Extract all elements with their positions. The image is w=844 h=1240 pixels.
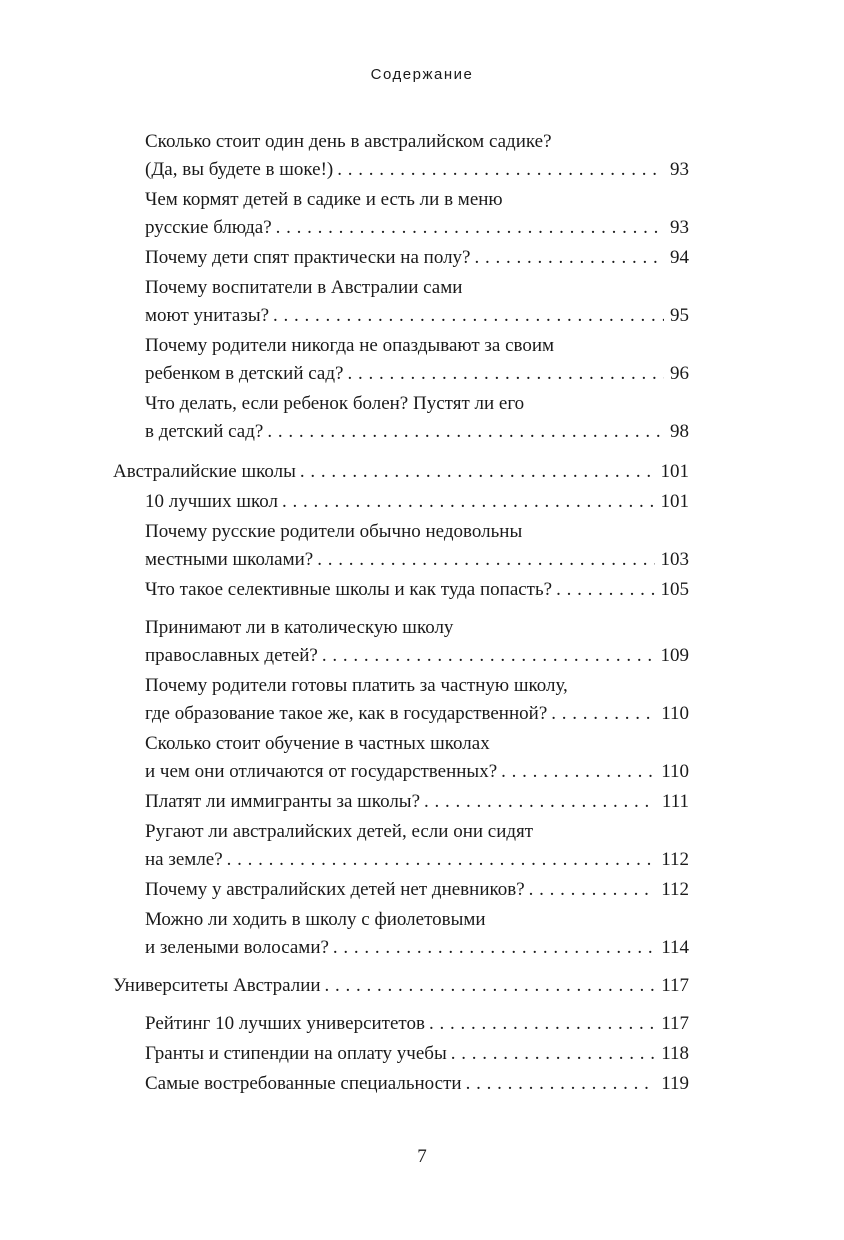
dot-leader xyxy=(282,488,655,516)
toc-entry-row xyxy=(145,488,689,516)
dot-leader xyxy=(276,214,664,242)
toc-entry xyxy=(145,576,689,604)
toc-page-number: 93 xyxy=(670,217,689,238)
toc-page-number: 112 xyxy=(661,849,689,870)
dot-leader xyxy=(273,302,664,330)
toc-page-number: 117 xyxy=(661,1013,689,1034)
toc-entry xyxy=(145,730,689,786)
running-header: Содержание xyxy=(370,66,474,83)
toc-page-number: 119 xyxy=(661,1073,689,1094)
toc-entry xyxy=(145,186,689,242)
dot-leader xyxy=(424,788,656,816)
toc-entry-row xyxy=(145,214,689,242)
toc-entry-title-line: Почему родители готовы платить за частную школу, xyxy=(145,675,568,696)
toc-entry-row xyxy=(145,846,689,874)
toc-entry-row xyxy=(145,700,689,728)
dot-leader xyxy=(317,546,654,574)
toc-entry-row xyxy=(145,1040,689,1068)
dot-leader xyxy=(347,360,664,388)
toc-entry-title: и чем они отличаются от государственных? xyxy=(145,761,498,782)
toc-page-number: 101 xyxy=(660,491,689,512)
toc-entry-title: православных детей? xyxy=(145,645,318,666)
toc-page-number: 111 xyxy=(661,791,689,812)
toc-entry-row xyxy=(145,934,689,962)
toc-entry-title: 10 лучших школ xyxy=(145,491,278,512)
toc-entry xyxy=(145,1010,689,1038)
toc-entry-title-line: Принимают ли в католическую школу xyxy=(145,617,454,638)
toc-entry-title: Австралийские школы xyxy=(113,461,296,482)
toc-entry-title: русские блюда? xyxy=(145,217,272,238)
toc-entry-row xyxy=(145,546,689,574)
dot-leader xyxy=(333,934,655,962)
toc-entry-title-line: Чем кормят детей в садике и есть ли в меню xyxy=(145,189,503,210)
dot-leader xyxy=(337,156,664,184)
toc-entry-row xyxy=(145,360,689,388)
toc-entry-title: на земле? xyxy=(145,849,223,870)
toc-entry-title-line: Почему родители никогда не опаздывают за своим xyxy=(145,335,555,356)
toc-entry-title: местными школами? xyxy=(145,549,314,570)
toc-page-number: 117 xyxy=(661,975,689,996)
toc-entry xyxy=(145,788,689,816)
toc-entry xyxy=(145,818,689,874)
toc-entry xyxy=(145,244,689,272)
toc-entry-title: Гранты и стипендии на оплату учебы xyxy=(145,1043,447,1064)
toc-page-number: 118 xyxy=(661,1043,689,1064)
toc-entry xyxy=(145,906,689,962)
toc-page-number: 96 xyxy=(670,363,689,384)
toc-entry xyxy=(145,614,689,670)
toc-entry-row xyxy=(145,1070,689,1098)
toc-page-number: 112 xyxy=(661,879,689,900)
toc-entry-title: где образование такое же, как в государственной? xyxy=(145,703,548,724)
toc-entry-row xyxy=(145,876,689,904)
dot-leader xyxy=(267,418,664,446)
dot-leader xyxy=(475,244,665,272)
toc-entry xyxy=(145,876,689,904)
dot-leader xyxy=(556,576,654,604)
toc-entry-title-line: Сколько стоит один день в австралийском садике? xyxy=(145,131,552,152)
toc-entry-row xyxy=(145,156,689,184)
toc-entry-row xyxy=(145,758,689,786)
toc-entry-title: ребенком в детский сад? xyxy=(145,363,344,384)
toc-entry xyxy=(145,1040,689,1068)
toc-entry-row xyxy=(145,418,689,446)
dot-leader xyxy=(501,758,655,786)
dot-leader xyxy=(451,1040,655,1068)
toc-entry-title: Что такое селективные школы и как туда попасть? xyxy=(145,579,553,600)
dot-leader xyxy=(466,1070,656,1098)
toc-entry-title-line: Почему русские родители обычно недовольны xyxy=(145,521,523,542)
toc-entry-title: Платят ли иммигранты за школы? xyxy=(145,791,420,812)
toc-entry xyxy=(145,488,689,516)
toc-page-number: 103 xyxy=(660,549,689,570)
toc-entry xyxy=(145,128,689,184)
toc-page-number: 110 xyxy=(661,761,689,782)
toc-entry-title: в детский сад? xyxy=(145,421,264,442)
toc-entry-row xyxy=(145,1010,689,1038)
toc-entry xyxy=(145,1070,689,1098)
toc-entry-title-line: Ругают ли австралийских детей, если они сидят xyxy=(145,821,534,842)
toc-entry xyxy=(145,274,689,330)
toc-entry-row xyxy=(145,576,689,604)
toc-entry-row xyxy=(145,788,689,816)
toc-page-number: 101 xyxy=(660,461,689,482)
toc-entry-title: Рейтинг 10 лучших университетов xyxy=(145,1013,425,1034)
dot-leader xyxy=(551,700,655,728)
dot-leader xyxy=(529,876,656,904)
toc-entry-title: Самые востребованные специальности xyxy=(145,1073,462,1094)
toc-page-number: 114 xyxy=(661,937,689,958)
toc-entry xyxy=(145,332,689,388)
toc-entry-title-line: Можно ли ходить в школу с фиолетовыми xyxy=(145,909,486,930)
toc-entry-title: Университеты Австралии xyxy=(113,975,321,996)
toc-page-number: 94 xyxy=(670,247,689,268)
toc-entry-title-line: Сколько стоит обучение в частных школах xyxy=(145,733,490,754)
toc-entry-row xyxy=(145,642,689,670)
toc-entry-title-line: Что делать, если ребенок болен? Пустят ли его xyxy=(145,393,525,414)
toc-entry xyxy=(145,672,689,728)
toc-section-entry xyxy=(113,972,689,1000)
toc-entry-title: и зелеными волосами? xyxy=(145,937,329,958)
toc-entry-title: Почему дети спят практически на полу? xyxy=(145,247,471,268)
toc-entry-row xyxy=(145,302,689,330)
dot-leader xyxy=(325,972,656,1000)
toc-entry-title-line: Почему воспитатели в Австралии сами xyxy=(145,277,463,298)
dot-leader xyxy=(322,642,655,670)
toc-entry-title: (Да, вы будете в шоке!) xyxy=(145,159,334,180)
toc-entry-row xyxy=(113,972,689,1000)
toc-entry-title: моют унитазы? xyxy=(145,305,270,326)
toc-section-entry xyxy=(113,458,689,486)
dot-leader xyxy=(300,458,655,486)
dot-leader xyxy=(227,846,656,874)
toc-page-number: 109 xyxy=(660,645,689,666)
toc-entry-row xyxy=(145,244,689,272)
page-number: 7 xyxy=(417,1146,427,1167)
toc-entry-row xyxy=(113,458,689,486)
toc-page-number: 95 xyxy=(670,305,689,326)
dot-leader xyxy=(429,1010,655,1038)
toc-entry xyxy=(145,518,689,574)
toc-entry xyxy=(145,390,689,446)
toc-entry-title: Почему у австралийских детей нет дневников? xyxy=(145,879,525,900)
toc-page-number: 98 xyxy=(670,421,689,442)
toc-page-number: 93 xyxy=(670,159,689,180)
toc-page-number: 105 xyxy=(660,579,689,600)
toc-page-number: 110 xyxy=(661,703,689,724)
